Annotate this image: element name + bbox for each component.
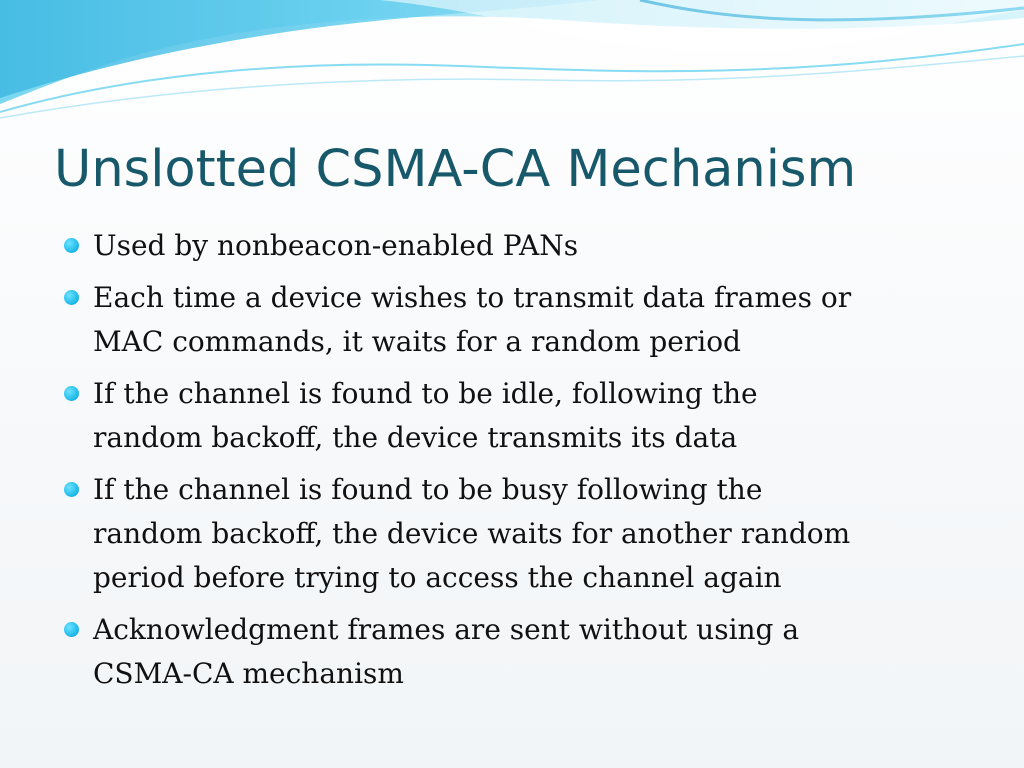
bullet-icon	[64, 622, 79, 637]
bullet-text-line: Acknowledgment frames are sent without using a	[93, 613, 800, 646]
bullet-icon	[64, 386, 79, 401]
bullet-icon	[64, 482, 79, 497]
bullet-text-line: If the channel is found to be busy following the	[93, 473, 763, 506]
bullet-text-line: period before trying to access the channel again	[93, 561, 782, 594]
bullet-text-line: random backoff, the device transmits its data	[93, 421, 738, 454]
bullet-text-line: Each time a device wishes to transmit data frames or	[93, 281, 852, 314]
bullet-item	[62, 372, 962, 460]
bullet-text-line: CSMA-CA mechanism	[93, 657, 404, 690]
bullet-item	[62, 224, 962, 268]
bullet-list	[62, 224, 962, 704]
bullet-item	[62, 608, 962, 696]
bullet-icon	[64, 290, 79, 305]
bullet-item	[62, 468, 962, 600]
bullet-text-line: If the channel is found to be idle, following the	[93, 377, 758, 410]
bullet-text-line: MAC commands, it waits for a random period	[93, 325, 741, 358]
bullet-text-line: random backoff, the device waits for another random	[93, 517, 851, 550]
bullet-text-line: Used by nonbeacon-enabled PANs	[93, 229, 579, 262]
bullet-item	[62, 276, 962, 364]
decorative-wave-header	[0, 0, 1024, 130]
slide-title: Unslotted CSMA-CA Mechanism	[54, 140, 857, 199]
bullet-icon	[64, 238, 79, 253]
